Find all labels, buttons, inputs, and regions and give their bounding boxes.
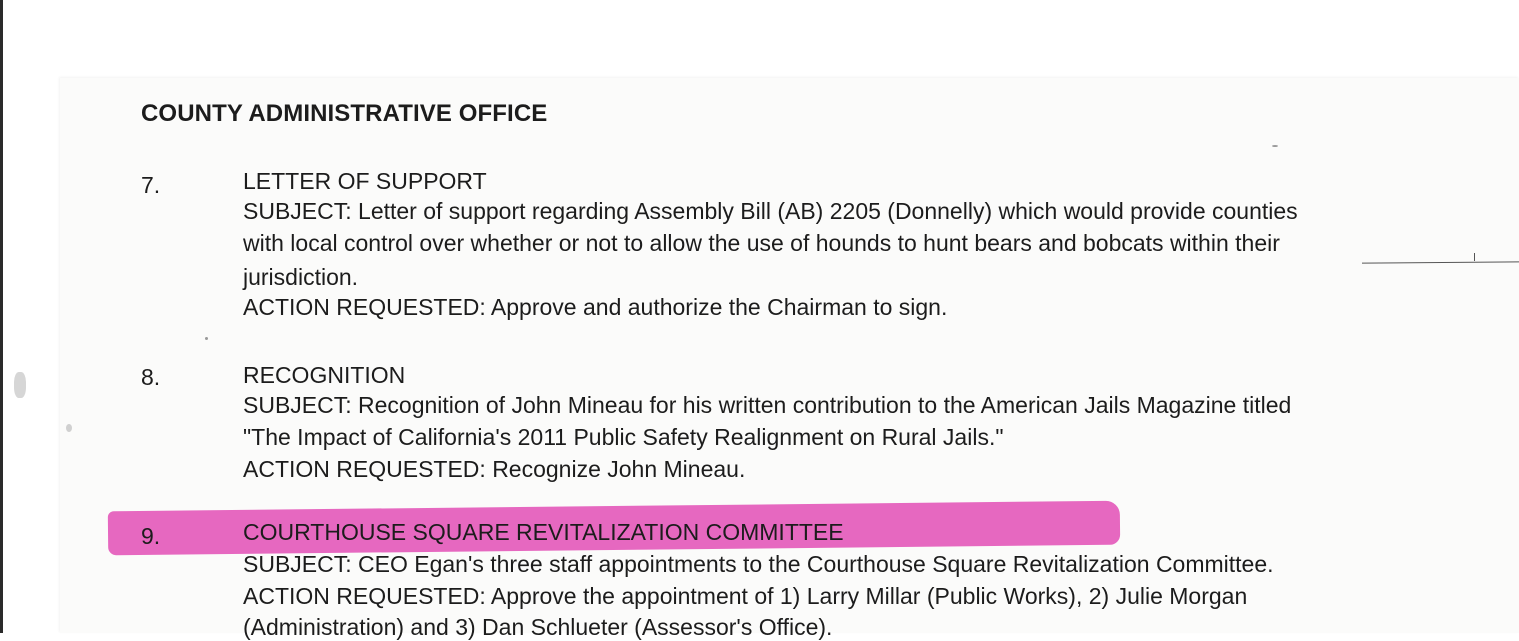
item-subject: SUBJECT: Recognition of John Mineau for his written contribution to the American Jails Magazine titled <box>243 392 1292 418</box>
item-action: ACTION REQUESTED: Approve the appointment of 1) Larry Millar (Public Works), 2) Julie Morgan <box>243 583 1248 609</box>
item-subject: jurisdiction. <box>243 264 359 290</box>
section-title: COUNTY ADMINISTRATIVE OFFICE <box>141 100 548 127</box>
item-subject: SUBJECT: Letter of support regarding Assembly Bill (AB) 2205 (Donnelly) which would provide counties <box>243 198 1298 224</box>
item-subject: "The Impact of California's 2011 Public Safety Realignment on Rural Jails." <box>243 424 1004 450</box>
scan-speck <box>66 424 72 432</box>
item-heading: RECOGNITION <box>243 362 406 388</box>
item-action: (Administration) and 3) Dan Schlueter (Assessor's Office). <box>243 614 833 640</box>
item-action: ACTION REQUESTED: Recognize John Mineau. <box>243 456 746 482</box>
scan-speck <box>14 372 26 398</box>
scan-speck <box>205 337 208 340</box>
pen-mark <box>1474 253 1475 261</box>
scan-speck <box>1272 145 1278 147</box>
item-action: ACTION REQUESTED: Approve and authorize the Chairman to sign. <box>243 294 948 320</box>
item-heading: LETTER OF SUPPORT <box>243 168 487 194</box>
item-number: 7. <box>141 172 161 198</box>
item-subject: with local control over whether or not to allow the use of hounds to hunt bears and bobcats within their <box>243 230 1280 256</box>
item-number: 9. <box>141 523 161 549</box>
scan-edge <box>0 0 3 633</box>
item-subject: SUBJECT: CEO Egan's three staff appointments to the Courthouse Square Revitalization Committee. <box>243 551 1274 577</box>
item-heading: COURTHOUSE SQUARE REVITALIZATION COMMITTEE <box>243 519 844 545</box>
item-number: 8. <box>141 364 161 390</box>
